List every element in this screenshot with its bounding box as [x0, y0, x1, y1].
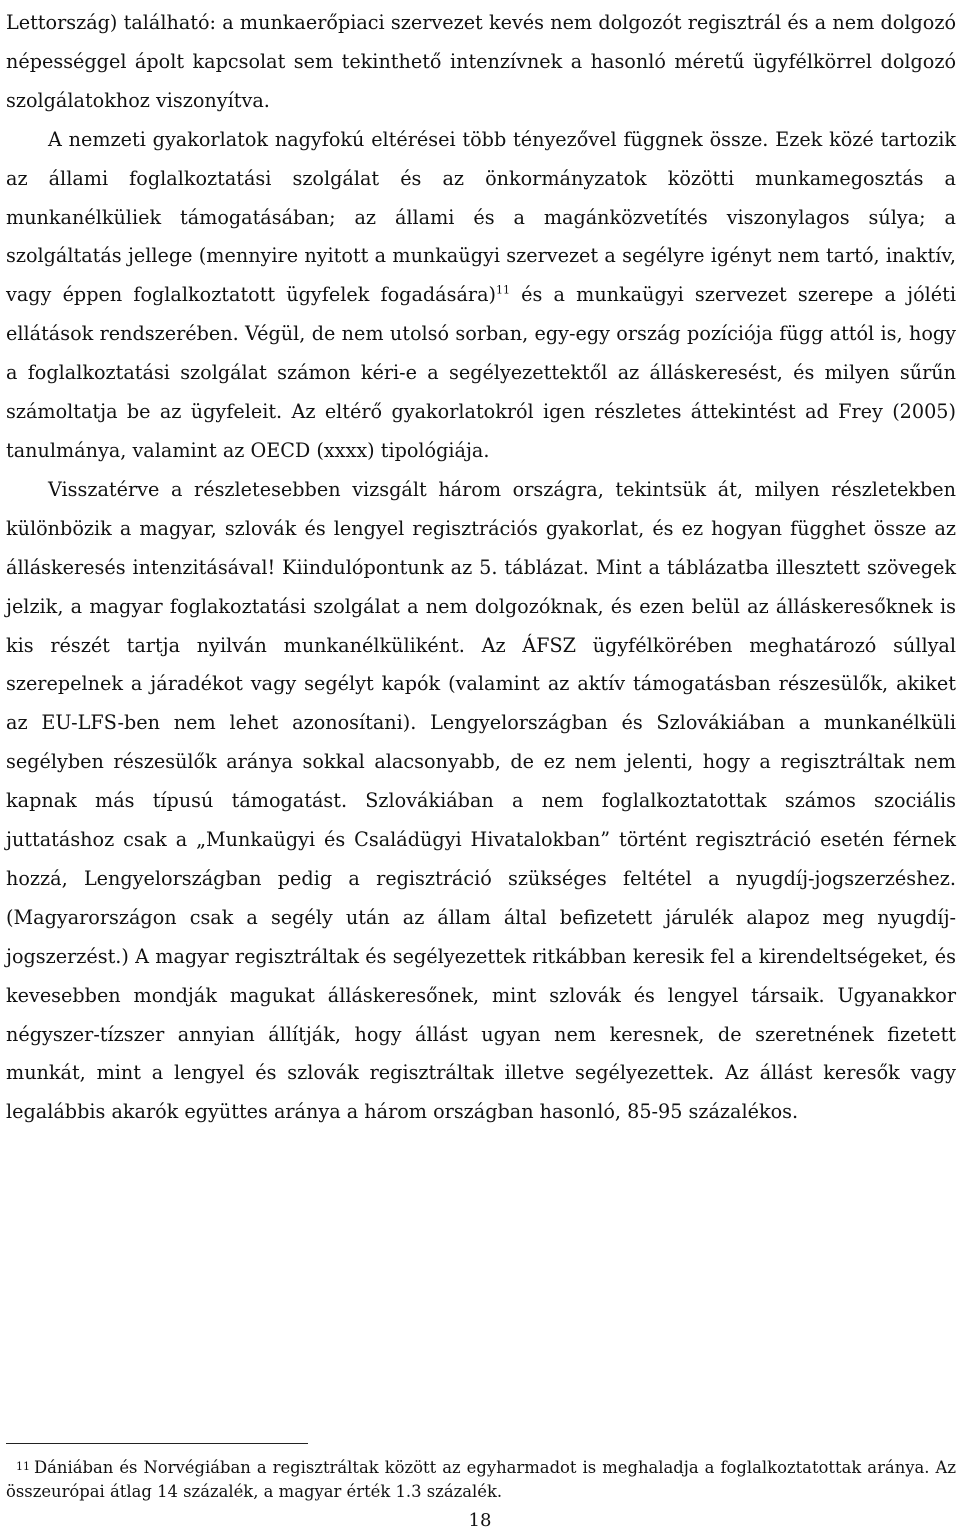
- paragraph-1: Lettország) található: a munkaerőpiaci szervezet kevés nem dolgozót regisztrál és a nem dolgozó népességgel ápolt kapcsolat sem tekinthető intenzívnek a hasonló méretű ügyfélkörrel dolgozó szolgálatokhoz viszonyítva.: [6, 11, 956, 112]
- paragraph-2-part-2: és a munkaügyi szervezet szerepe a jóléti ellátások rendszerében. Végül, de nem utolsó sorban, egy-egy ország pozíciója függ attól is, hogy a foglalkoztatási szolgálat számon kéri-e a segélyezettektől az álláskeresést, és milyen sűrűn számoltatja be az ügyfeleit. Az eltérő gyakorlatokról igen részletes áttekintést ad Frey (2005) tanulmánya, valamint az OECD (xxxx) tipológiája.: [6, 283, 956, 462]
- paragraph-2-part-1: A nemzeti gyakorlatok nagyfokú eltérései több tényezővel függnek össze. Ezek közé tartozik az állami foglalkoztatási szolgálat és az önkormányzatok közötti munkamegosztás a munkanélküliek támogatásában; az állami és a magánközvetítés viszonylagos súlya; a szolgáltatás jellege (mennyire nyitott a munkaügyi szervezet a segélyre igényt nem tartó, inaktív, vagy éppen foglalkoztatott ügyfelek fogadására): [6, 127, 956, 307]
- footnote-reference[interactable]: 11: [496, 283, 510, 297]
- page-number: 18: [468, 1510, 492, 1531]
- paragraph-3: Visszatérve a részletesebben vizsgált három országra, tekintsük át, milyen részletekben különbözik a magyar, szlovák és lengyel regisztrációs gyakorlat, és ez hogyan függhet össze az álláskeresés intenzitásával! Kiindulópontunk az 5. táblázat. Mint a táblázatba illesztett szövegek jelzik, a magyar foglakoztatási szolgálat a nem dolgozóknak, és ezen belül az álláskeresőknek is kis részét tartja nyilván munkanélküliként. Az ÁFSZ ügyfélkörében meghatározó súllyal szerepelnek a járadékot vagy segélyt kapók (valamint az aktív támogatásban részesülők, akiket az EU-LFS-ben nem lehet azonosítani). Lengyelországban és Szlovákiában a munkanélküli segélyben részesülők aránya sokkal alacsonyabb, de ez nem jelenti, hogy a regisztráltak nem kapnak más típusú támogatást. Szlovákiában a nem foglalkoztatottak számos szociális juttatáshoz csak a „Munkaügyi és Családügyi Hivatalokban” történt regisztráció esetén férnek hozzá, Lengyelországban pedig a regisztráció szükséges feltétel a nyugdíj-jogszerzéshez. (Magyarországon csak a segély után az állam által befizetett járulék alapoz meg nyugdíj-jogszerzést.) A magyar regisztráltak és segélyezettek ritkábban keresik fel a kirendeltségeket, és kevesebben mondják magukat álláskeresőnek, mint szlovák és lengyel társaik. Ugyanakkor négyszer-tízszer annyian állítják, hogy állást ugyan nem keresnek, de szeretnének fizetett munkát, mint a lengyel és szlovák regisztráltak illetve segélyezettek. Az állást keresők vagy legalábbis akarók együttes aránya a három országban hasonló, 85-95 százalékos.: [6, 477, 956, 1124]
- footnote-number: 11: [16, 1460, 30, 1473]
- body-text: [6, 4, 956, 1132]
- footnote-text: Dániában és Norvégiában a regisztráltak között az egyharmadot is meghaladja a foglalkoztatottak aránya. Az összeurópai átlag 14 százalék, a magyar érték 1.3 százalék.: [6, 1458, 956, 1501]
- footnote: [6, 1455, 956, 1504]
- paragraph-2: [6, 121, 956, 471]
- footnote-divider: [6, 1443, 308, 1444]
